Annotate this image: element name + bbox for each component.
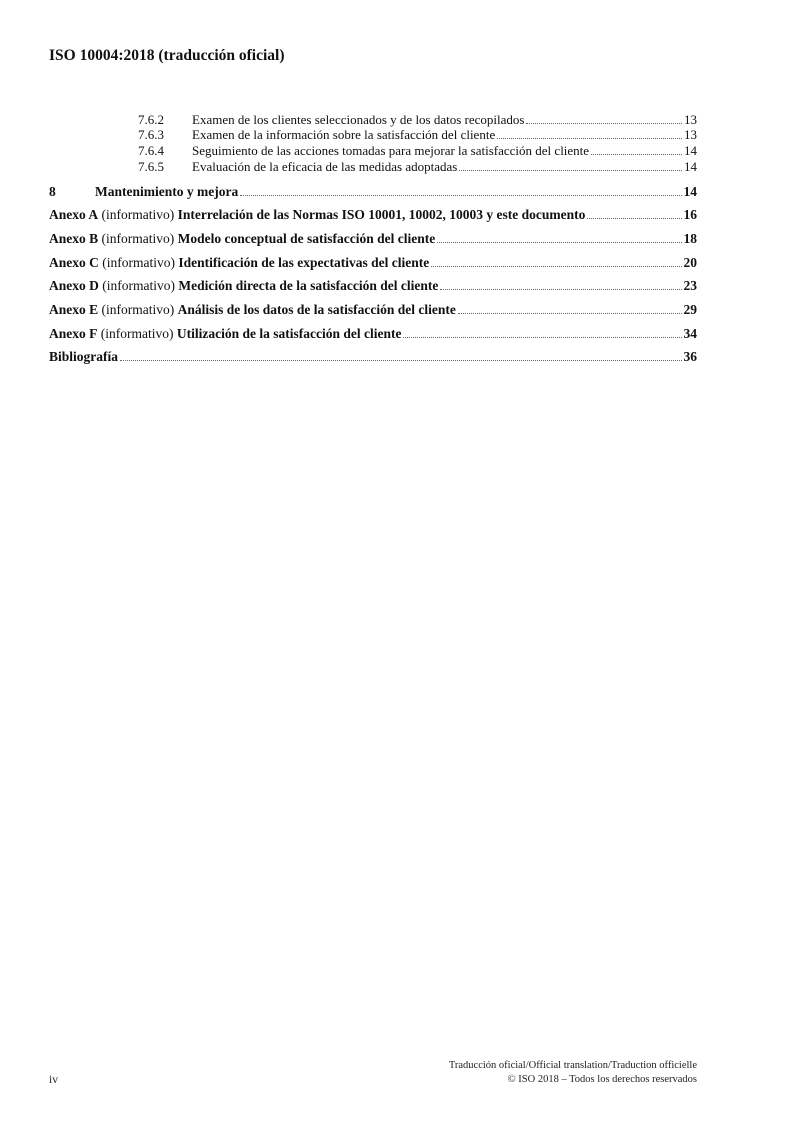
annex-label: Anexo B [49,231,99,247]
toc-main-entries [49,180,697,369]
annex-title: Modelo conceptual de satisfacción del cliente [177,231,436,247]
toc-entry-page: 23 [683,278,697,294]
toc-entry-page: 14 [683,183,697,199]
page-number: iv [49,1074,58,1086]
toc-entry-number: 7.6.4 [138,142,164,158]
footer-translation-note: Traducción oficial/Official translation/Traduction officielle [448,1060,697,1071]
dotted-leader [458,313,682,314]
toc-entry-annex-c[interactable] [49,251,697,275]
toc-entry-clause-8[interactable] [49,180,697,204]
toc-entry-page: 36 [683,349,697,365]
annex-title: Medición directa de la satisfacción del cliente [178,278,439,294]
dotted-leader [240,195,681,196]
toc-entry-annex-e[interactable] [49,298,697,322]
dotted-leader [459,170,682,171]
toc-annex-heading [49,231,435,247]
toc-entry-page: 16 [683,207,697,223]
toc-entry-title: Evaluación de la eficacia de las medidas adoptadas [192,158,458,174]
dotted-leader [440,289,681,290]
toc-entry-title: Bibliografía [49,349,119,365]
footer-notice [449,1059,697,1087]
annex-type: (informativo) [100,325,174,341]
toc-subentries [138,112,697,174]
toc-entry-title: Examen de la información sobre la satisfacción del cliente [192,127,496,143]
toc-entry-annex-b[interactable] [49,227,697,251]
annex-label: Anexo A [49,207,99,223]
toc-entry-page: 18 [683,231,697,247]
toc-entry-page: 20 [683,254,697,270]
document-header-title: ISO 10004:2018 (traducción oficial) [49,47,285,64]
toc-entry-7-6-3[interactable] [138,128,697,144]
annex-title: Identificación de las expectativas del cliente [178,254,430,270]
annex-label: Anexo C [49,254,99,270]
toc-entry-number: 7.6.3 [138,127,164,143]
toc-entry-number: 7.6.2 [138,111,164,127]
toc-annex-heading [49,207,585,223]
toc-entry-annex-d[interactable] [49,275,697,299]
dotted-leader [526,123,682,124]
dotted-leader [120,360,681,361]
dotted-leader [403,337,681,338]
toc-entry-bibliography[interactable] [49,345,697,369]
toc-entry-page: 13 [684,127,697,143]
dotted-leader [431,266,681,267]
toc-entry-number: 7.6.5 [138,158,164,174]
toc-entry-number: 8 [49,183,56,199]
toc-entry-7-6-2[interactable] [138,112,697,128]
toc-entry-title: Seguimiento de las acciones tomadas para mejorar la satisfacción del cliente [192,142,590,158]
toc-entry-page: 34 [683,325,697,341]
footer-copyright: © ISO 2018 – Todos los derechos reservados [507,1074,697,1085]
toc-annex-heading [49,326,401,342]
annex-type: (informativo) [101,302,175,318]
toc-entry-page: 14 [684,142,697,158]
annex-label: Anexo E [49,302,99,318]
toc-entry-7-6-4[interactable] [138,143,697,159]
toc-entry-title: Examen de los clientes seleccionados y de los datos recopilados [192,111,525,127]
annex-title: Interrelación de las Normas ISO 10001, 10002, 10003 y este documento [177,207,586,223]
toc-entry-annex-a[interactable] [49,204,697,228]
annex-type: (informativo) [101,231,175,247]
toc-annex-heading [49,278,438,294]
toc-entry-7-6-5[interactable] [138,159,697,175]
annex-label: Anexo D [49,278,99,294]
toc-entry-page: 13 [684,111,697,127]
dotted-leader [497,138,682,139]
annex-type: (informativo) [101,207,175,223]
dotted-leader [437,242,681,243]
toc-entry-annex-f[interactable] [49,322,697,346]
annex-type: (informativo) [102,254,175,270]
dotted-leader [591,154,682,155]
toc-annex-heading [49,255,429,271]
toc-entry-title: Mantenimiento y mejora [95,183,239,199]
annex-type: (informativo) [102,278,175,294]
annex-label: Anexo F [49,325,98,341]
annex-title: Análisis de los datos de la satisfacción del cliente [177,302,456,318]
toc-annex-heading [49,302,456,318]
toc-entry-page: 29 [683,302,697,318]
toc-entry-page: 14 [684,158,697,174]
annex-title: Utilización de la satisfacción del cliente [176,325,402,341]
dotted-leader [587,218,681,219]
